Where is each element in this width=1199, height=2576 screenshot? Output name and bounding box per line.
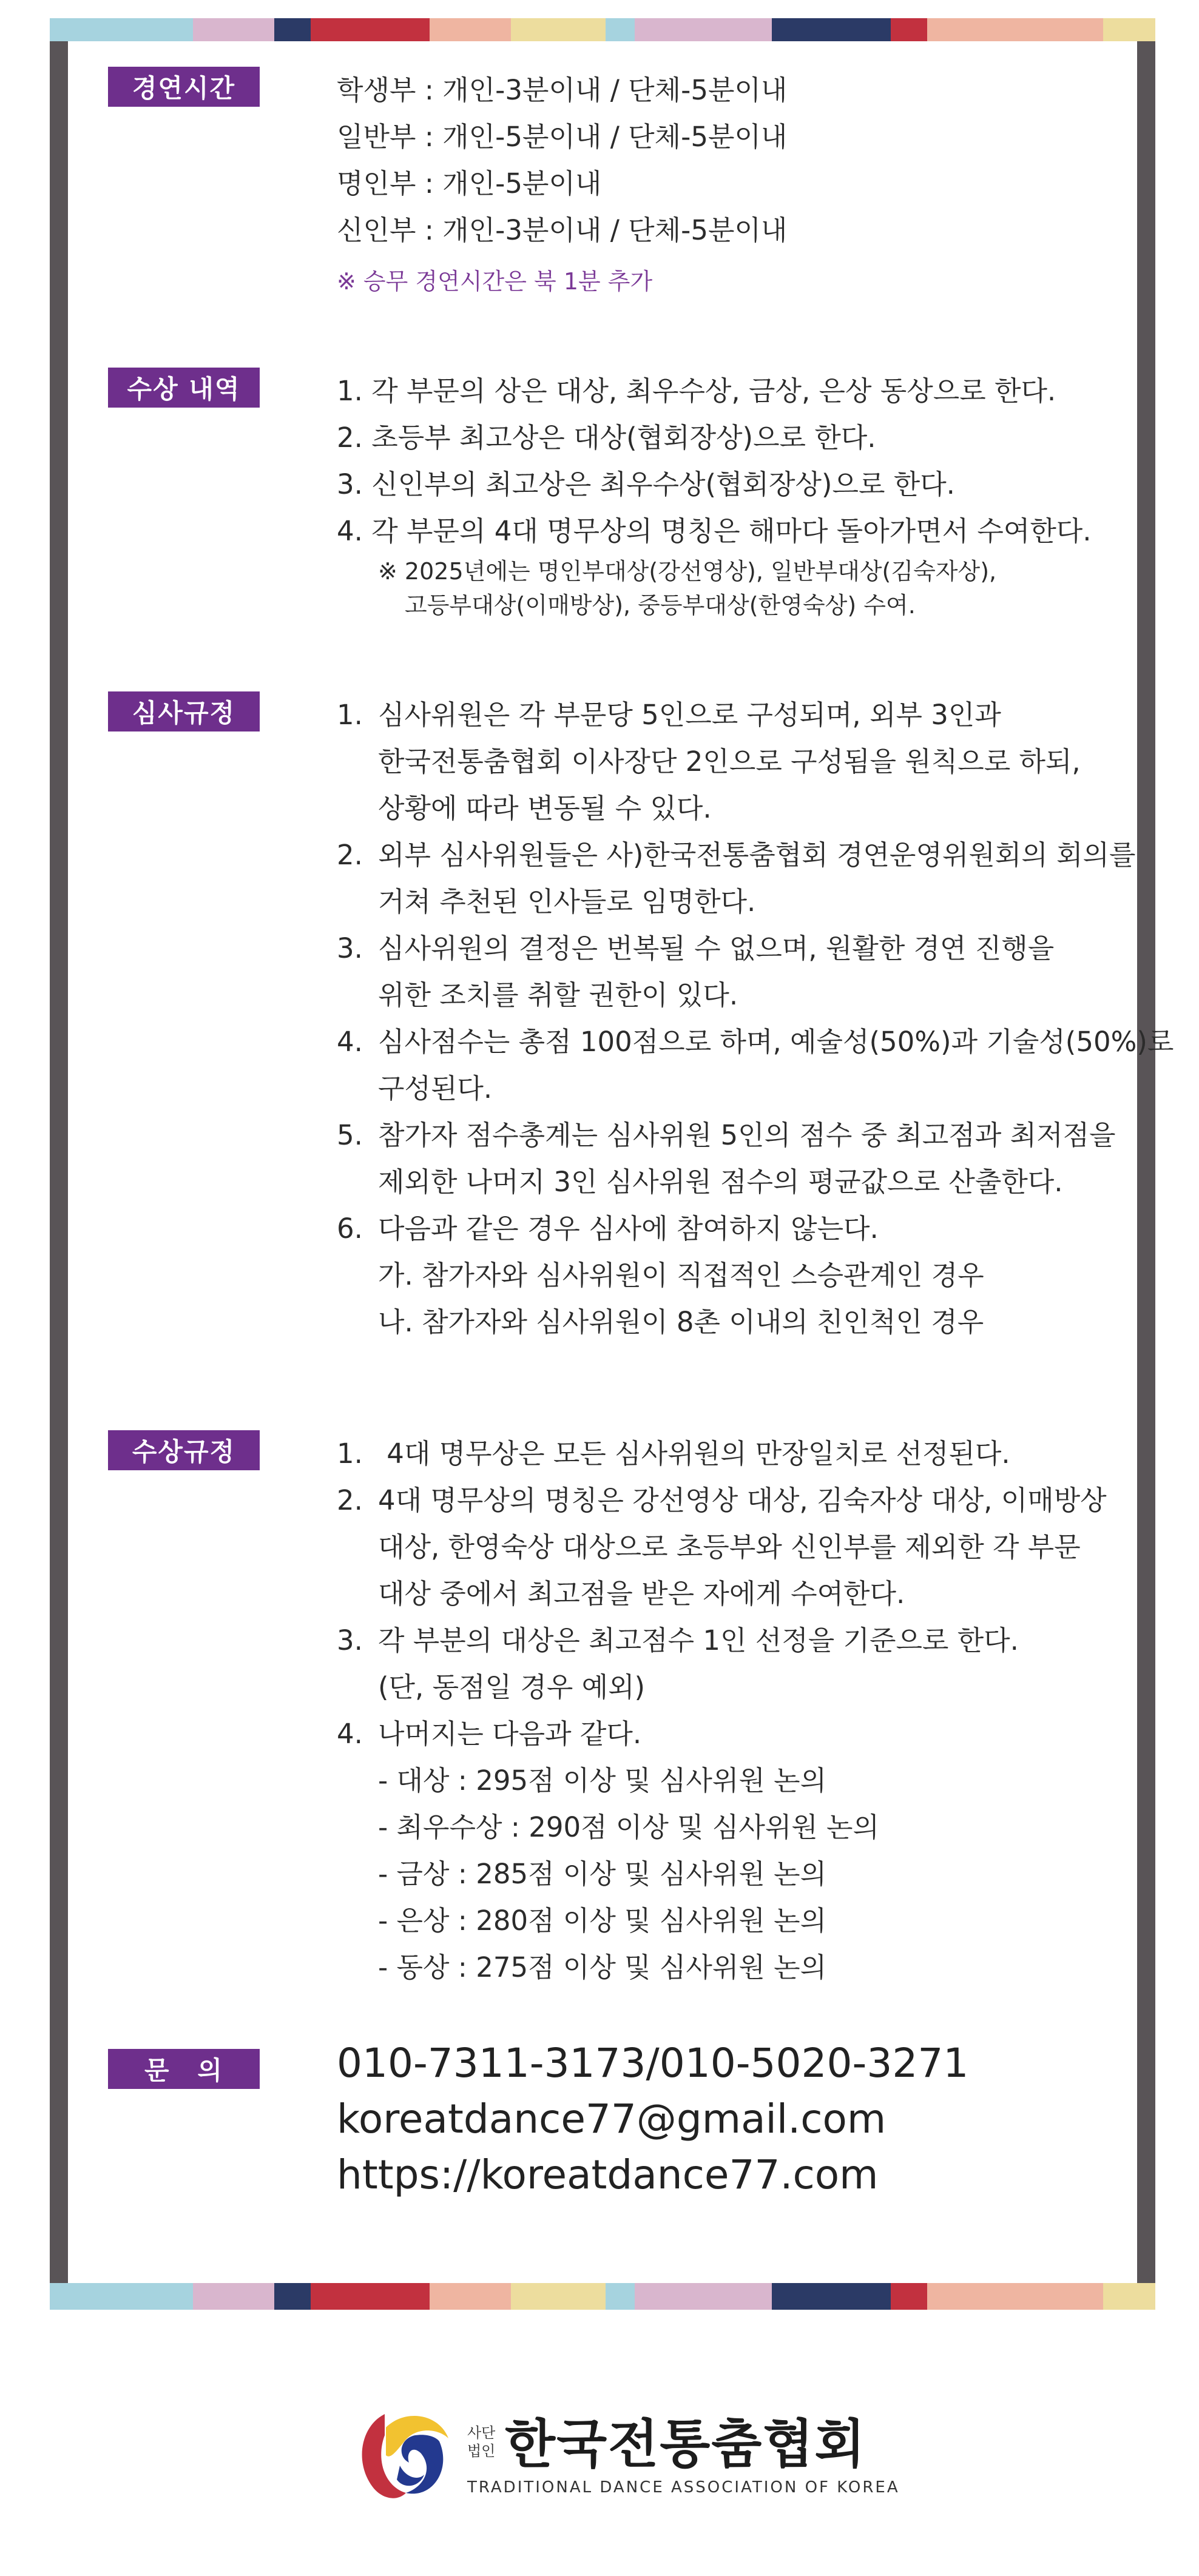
award-line-4: 4. 각 부문의 4대 명무상의 명칭은 해마다 돌아가면서 수여한다. [337, 515, 1092, 547]
judging-item-text: 가. 참가자와 심사위원이 직접적인 스승관계인 경우 [378, 1259, 984, 1291]
award-note-2: 고등부대상(이매방상), 중등부대상(한영숙상) 수여. [405, 592, 916, 619]
association-logo [348, 2402, 900, 2505]
award_rules-item-1-line-1 [337, 1430, 1126, 1477]
logo-small-line-2: 법인 [467, 2443, 496, 2460]
award-note-1: ※ 2025년에는 명인부대상(강선영상), 일반부대상(김숙자상), [378, 558, 997, 585]
judging-item-4-line-2 [337, 1065, 1126, 1112]
judging-item-number: 1. [337, 699, 363, 731]
judging-list [337, 691, 1174, 1345]
award_rules-item-text: 대상 중에서 최고점을 받은 자에게 수여한다. [378, 1578, 905, 1610]
logo-small-line-1: 사단 [467, 2424, 496, 2441]
judging-item-text: 심사점수는 총점 100점으로 하며, 예술성(50%)과 기술성(50%)로 [378, 1026, 1174, 1058]
time-line-master: 명인부 : 개인-5분이내 [337, 167, 602, 200]
award_rules-item-text: 각 부분의 대상은 최고점수 1인 선정을 기준으로 한다. [378, 1624, 1019, 1656]
award_rules-item-3-line-1 [337, 1617, 1126, 1664]
frame-right-border [1137, 41, 1155, 2283]
section-label: 수상규정 [108, 1430, 260, 1470]
award_rules-item-text: 4대 명무상의 명칭은 강선영상 대상, 김숙자상 대상, 이매방상 [378, 1484, 1107, 1516]
judging-item-2-line-2 [337, 878, 1126, 925]
award_rules-item-4-line-5 [337, 1897, 1126, 1944]
contact-phone[interactable]: 010-7311-3173/010-5020-3271 [337, 2040, 969, 2087]
top-color-stripe [50, 18, 1155, 41]
award_rules-item-number: 1. [337, 1438, 363, 1470]
judging-item-text: 나. 참가자와 심사위원이 8촌 이내의 친인척인 경우 [378, 1306, 984, 1338]
judging-item-text: 위한 조치를 취할 권한이 있다. [378, 979, 738, 1011]
award_rules-item-number: 3. [337, 1624, 363, 1656]
time-line-general: 일반부 : 개인-5분이내 / 단체-5분이내 [337, 121, 788, 153]
contact-email[interactable]: koreatdance77@gmail.com [337, 2096, 887, 2142]
judging-item-number: 3. [337, 932, 363, 964]
award_rules-item-number: 2. [337, 1484, 363, 1516]
award-line-2: 2. 초등부 최고상은 대상(협회장상)으로 한다. [337, 422, 876, 454]
award_rules-item-text: - 대상 : 295점 이상 및 심사위원 논의 [378, 1764, 827, 1797]
logo-name: 한국전통춤협회 [505, 2414, 866, 2475]
award_rules-item-4-line-1 [337, 1710, 1126, 1757]
award_rules-item-2-line-1 [337, 1477, 1126, 1524]
award_rules-item-2-line-2 [337, 1524, 1126, 1570]
judging-item-number: 2. [337, 839, 363, 871]
award_rules-item-text: (단, 동점일 경우 예외) [378, 1671, 646, 1703]
judging-item-number: 4. [337, 1026, 363, 1058]
judging-item-text: 외부 심사위원들은 사)한국전통춤협회 경연운영위원회의 회의를 [378, 839, 1136, 871]
judging-item-1-line-1 [337, 691, 1126, 738]
judging-item-3-line-2 [337, 972, 1126, 1018]
judging-item-4-line-1 [337, 1018, 1174, 1065]
award-line-1: 1. 각 부문의 상은 대상, 최우수상, 금상, 은상 동상으로 한다. [337, 375, 1056, 407]
contact-label [108, 2049, 260, 2089]
judging-item-text: 상황에 따라 변동될 수 있다. [378, 792, 712, 824]
judging-item-1-line-3 [337, 785, 1126, 832]
judging-item-text: 다음과 같은 경우 심사에 참여하지 않는다. [378, 1212, 879, 1245]
award_rules-item-text: - 금상 : 285점 이상 및 심사위원 논의 [378, 1858, 827, 1890]
bottom-color-stripe [50, 2283, 1155, 2310]
section-label: 수상 내역 [108, 368, 260, 408]
award_rules-item-text: 나머지는 다음과 같다. [378, 1718, 642, 1750]
award-line-3: 3. 신인부의 최고상은 최우수상(협회장상)으로 한다. [337, 468, 955, 500]
award_rules-item-text: 대상, 한영숙상 대상으로 초등부와 신인부를 제외한 각 부문 [378, 1531, 1081, 1563]
award_rules-item-text: - 동상 : 275점 이상 및 심사위원 논의 [378, 1951, 827, 1983]
section-label: 경연시간 [108, 67, 260, 107]
award_rules-item-2-line-3 [337, 1570, 1126, 1617]
judging-item-text: 구성된다. [378, 1072, 493, 1105]
award_rules-item-4-line-6 [337, 1944, 1126, 1991]
award-rules-list [337, 1430, 1126, 1991]
section-label: 심사규정 [108, 691, 260, 731]
judging-item-text: 거쳐 추천된 인사들로 임명한다. [378, 886, 756, 918]
judging-item-6-line-1 [337, 1205, 1126, 1252]
judging-item-5-line-2 [337, 1159, 1126, 1205]
frame-left-border [50, 41, 68, 2283]
award_rules-item-4-line-3 [337, 1804, 1126, 1851]
contact-label-char-2: 의 [197, 2056, 223, 2085]
logo-english-name: TRADITIONAL DANCE ASSOCIATION OF KOREA [467, 2478, 900, 2497]
award_rules-item-4-line-4 [337, 1851, 1126, 1897]
judging-item-5-line-1 [337, 1112, 1126, 1159]
judging-item-text: 참가자 점수총계는 심사위원 5인의 점수 중 최고점과 최저점을 [378, 1119, 1116, 1151]
taegeuk-dance-emblem-icon [348, 2402, 458, 2505]
judging-item-text: 심사위원의 결정은 번복될 수 없으며, 원활한 경연 진행을 [378, 932, 1055, 964]
time-note: ※ 승무 경연시간은 북 1분 추가 [337, 268, 653, 295]
award_rules-item-text: - 최우수상 : 290점 이상 및 심사위원 논의 [378, 1811, 880, 1843]
award_rules-item-text: - 은상 : 280점 이상 및 심사위원 논의 [378, 1905, 827, 1937]
judging-item-number: 5. [337, 1119, 363, 1151]
judging-item-text: 한국전통춤협회 이사장단 2인으로 구성됨을 원칙으로 하되, [378, 745, 1081, 778]
contact-url[interactable]: https://koreatdance77.com [337, 2151, 879, 2198]
judging-item-6-line-2 [337, 1252, 1126, 1299]
award_rules-item-3-line-2 [337, 1664, 1126, 1710]
judging-item-number: 6. [337, 1212, 363, 1245]
award_rules-item-number: 4. [337, 1718, 363, 1750]
judging-item-6-line-3 [337, 1299, 1126, 1345]
time-line-student: 학생부 : 개인-3분이내 / 단체-5분이내 [337, 74, 788, 106]
award_rules-item-4-line-2 [337, 1757, 1126, 1804]
award_rules-item-text: 4대 명무상은 모든 심사위원의 만장일치로 선정된다. [378, 1438, 1010, 1470]
contact-label-char-1: 문 [144, 2056, 171, 2085]
time-line-newcomer: 신인부 : 개인-3분이내 / 단체-5분이내 [337, 214, 788, 246]
judging-item-1-line-2 [337, 738, 1126, 785]
judging-item-3-line-1 [337, 925, 1126, 972]
judging-item-text: 심사위원은 각 부문당 5인으로 구성되며, 외부 3인과 [378, 699, 1001, 731]
logo-small-text [467, 2424, 495, 2460]
judging-item-2-line-1 [337, 832, 1136, 878]
judging-item-text: 제외한 나머지 3인 심사위원 점수의 평균값으로 산출한다. [378, 1166, 1063, 1198]
